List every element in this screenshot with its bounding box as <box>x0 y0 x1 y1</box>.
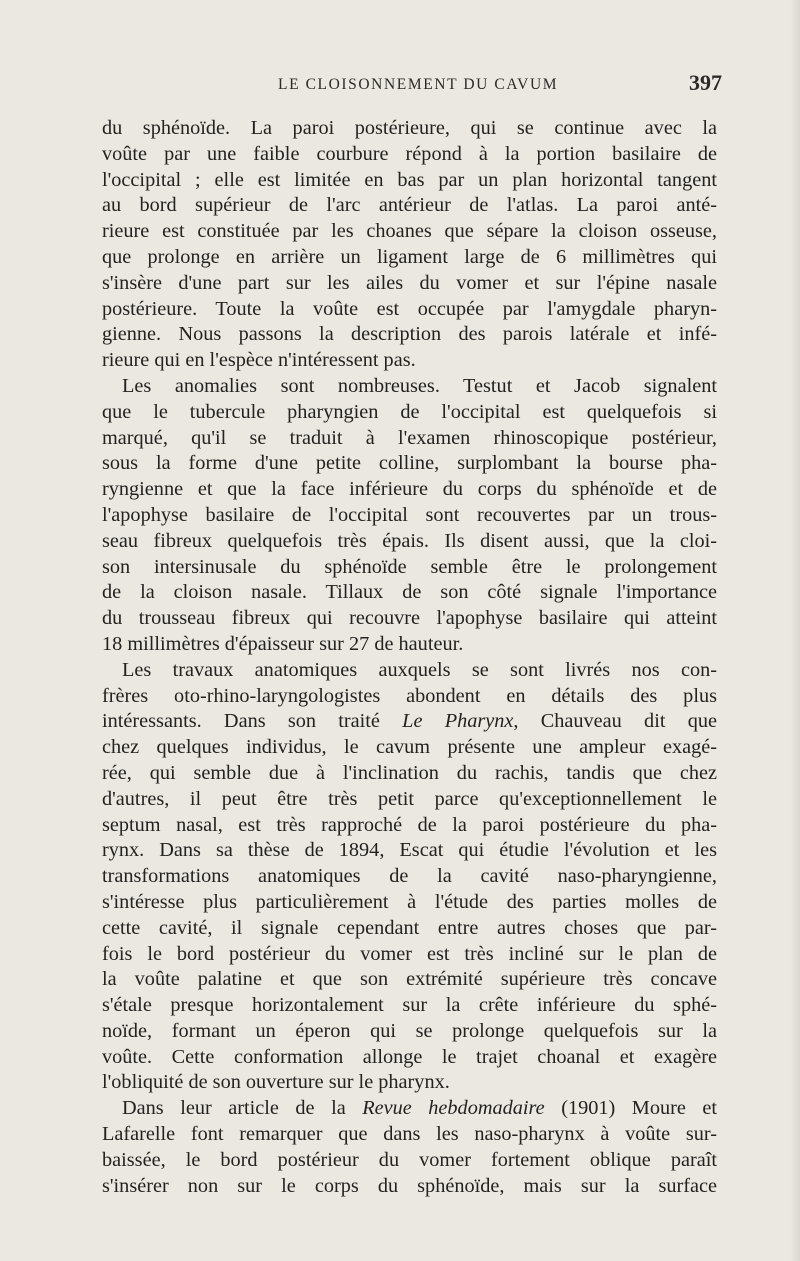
text-line: l'occipital ; elle est limitée en bas par un plan horizontal tangent <box>102 168 717 191</box>
text-line: seau fibreux quelquefois très épais. Ils disent aussi, que la cloi- <box>102 529 717 552</box>
text-segment: (1901) Moure et <box>544 1097 717 1120</box>
text-line: Les travaux anatomiques auxquels se sont livrés nos con- <box>122 658 717 681</box>
text-line: s'insère d'une part sur les ailes du vomer et sur l'épine nasale <box>102 271 717 294</box>
text-segment: Dans leur article de la <box>122 1097 363 1120</box>
text-line: gienne. Nous passons la description des parois latérale et infé- <box>102 323 717 346</box>
text-line: 18 millimètres d'épaisseur sur 27 de hauteur. <box>102 632 464 655</box>
text-line: rieure qui en l'espèce n'intéressent pas. <box>102 349 416 372</box>
page-edge-shadow <box>790 0 800 1261</box>
text-line: ryngienne et que la face inférieure du corps du sphénoïde et de <box>102 478 717 501</box>
text-line: s'insérer non sur le corps du sphénoïde, mais sur la surface <box>102 1174 717 1197</box>
text-line: d'autres, il peut être très petit parce qu'exceptionnellement le <box>102 787 717 810</box>
text-line: baissée, le bord postérieur du vomer fortement oblique paraît <box>102 1148 717 1171</box>
text-line: Lafarelle font remarquer que dans les naso-pharynx à voûte sur- <box>102 1123 717 1146</box>
text-line: frères oto-rhino-laryngologistes abondent en détails des plus <box>102 684 717 707</box>
running-head <box>100 72 720 102</box>
text-segment: intéressants. Dans son traité <box>102 710 403 733</box>
paragraph <box>102 116 717 374</box>
text-line: voûte. Cette conformation allonge le trajet choanal et exagère <box>102 1045 717 1068</box>
text-line <box>102 1096 717 1122</box>
text-line <box>102 709 717 735</box>
text-line: du trousseau fibreux qui recouvre l'apophyse basilaire qui atteint <box>102 607 717 630</box>
text-line: la voûte palatine et que son extrémité supérieure très concave <box>102 968 717 991</box>
text-line: s'intéresse plus particulièrement à l'étude des parties molles de <box>102 890 717 913</box>
text-segment: , Chauveau dit que <box>513 710 717 733</box>
text-line: de la cloison nasale. Tillaux de son côté signale l'importance <box>102 581 717 604</box>
text-line: chez quelques individus, le cavum présente une ampleur exagé- <box>102 736 717 759</box>
text-line: que le tubercule pharyngien de l'occipital est quelquefois si <box>102 400 717 423</box>
text-line: que prolonge en arrière un ligament large de 6 millimètres qui <box>102 245 717 268</box>
text-line: son intersinusale du sphénoïde semble être le prolongement <box>102 555 717 578</box>
text-line: rieure est constituée par les choanes que sépare la cloison osseuse, <box>102 220 717 243</box>
text-line: s'étale presque horizontalement sur la crête inférieure du sphé- <box>102 994 717 1017</box>
paragraph <box>102 374 717 658</box>
text-line: sous la forme d'une petite colline, surplombant la bourse pha- <box>102 452 717 475</box>
text-line: voûte par une faible courbure répond à la portion basilaire de <box>102 142 717 165</box>
text-line: noïde, formant un éperon qui se prolonge quelquefois sur la <box>102 1019 717 1042</box>
paragraph <box>102 1096 717 1199</box>
text-line: septum nasal, est très rapproché de la paroi postérieure du pha- <box>102 813 717 836</box>
text-line: fois le bord postérieur du vomer est très incliné sur le plan de <box>102 942 717 965</box>
text-line: rynx. Dans sa thèse de 1894, Escat qui étudie l'évolution et les <box>102 839 717 862</box>
text-line: postérieure. Toute la voûte est occupée par l'amygdale pharyn- <box>102 297 717 320</box>
book-title: Le Pharynx <box>402 710 514 733</box>
text-line: rée, qui semble due à l'inclination du rachis, tandis que chez <box>102 761 717 784</box>
text-line: du sphénoïde. La paroi postérieure, qui se continue avec la <box>102 117 717 139</box>
text-line: l'apophyse basilaire de l'occipital sont recouvertes par un trous- <box>102 503 717 526</box>
journal-title: Revue hebdomadaire <box>362 1097 545 1120</box>
text-line: cette cavité, il signale cependant entre autres choses que par- <box>102 916 717 939</box>
text-line: Les anomalies sont nombreuses. Testut et Jacob signalent <box>122 374 717 397</box>
body-text <box>102 116 717 1199</box>
running-title: LE CLOISONNEMENT DU CAVUM <box>278 76 559 93</box>
text-line: marqué, qu'il se traduit à l'examen rhinoscopique postérieur, <box>102 426 717 449</box>
text-line: l'obliquité de son ouverture sur le pharynx. <box>102 1071 450 1094</box>
text-line: au bord supérieur de l'arc antérieur de l'atlas. La paroi anté- <box>102 194 717 217</box>
text-line: transformations anatomiques de la cavité naso-pharyngienne, <box>102 865 717 888</box>
paragraph <box>102 658 717 1097</box>
page-number: 397 <box>689 70 722 95</box>
